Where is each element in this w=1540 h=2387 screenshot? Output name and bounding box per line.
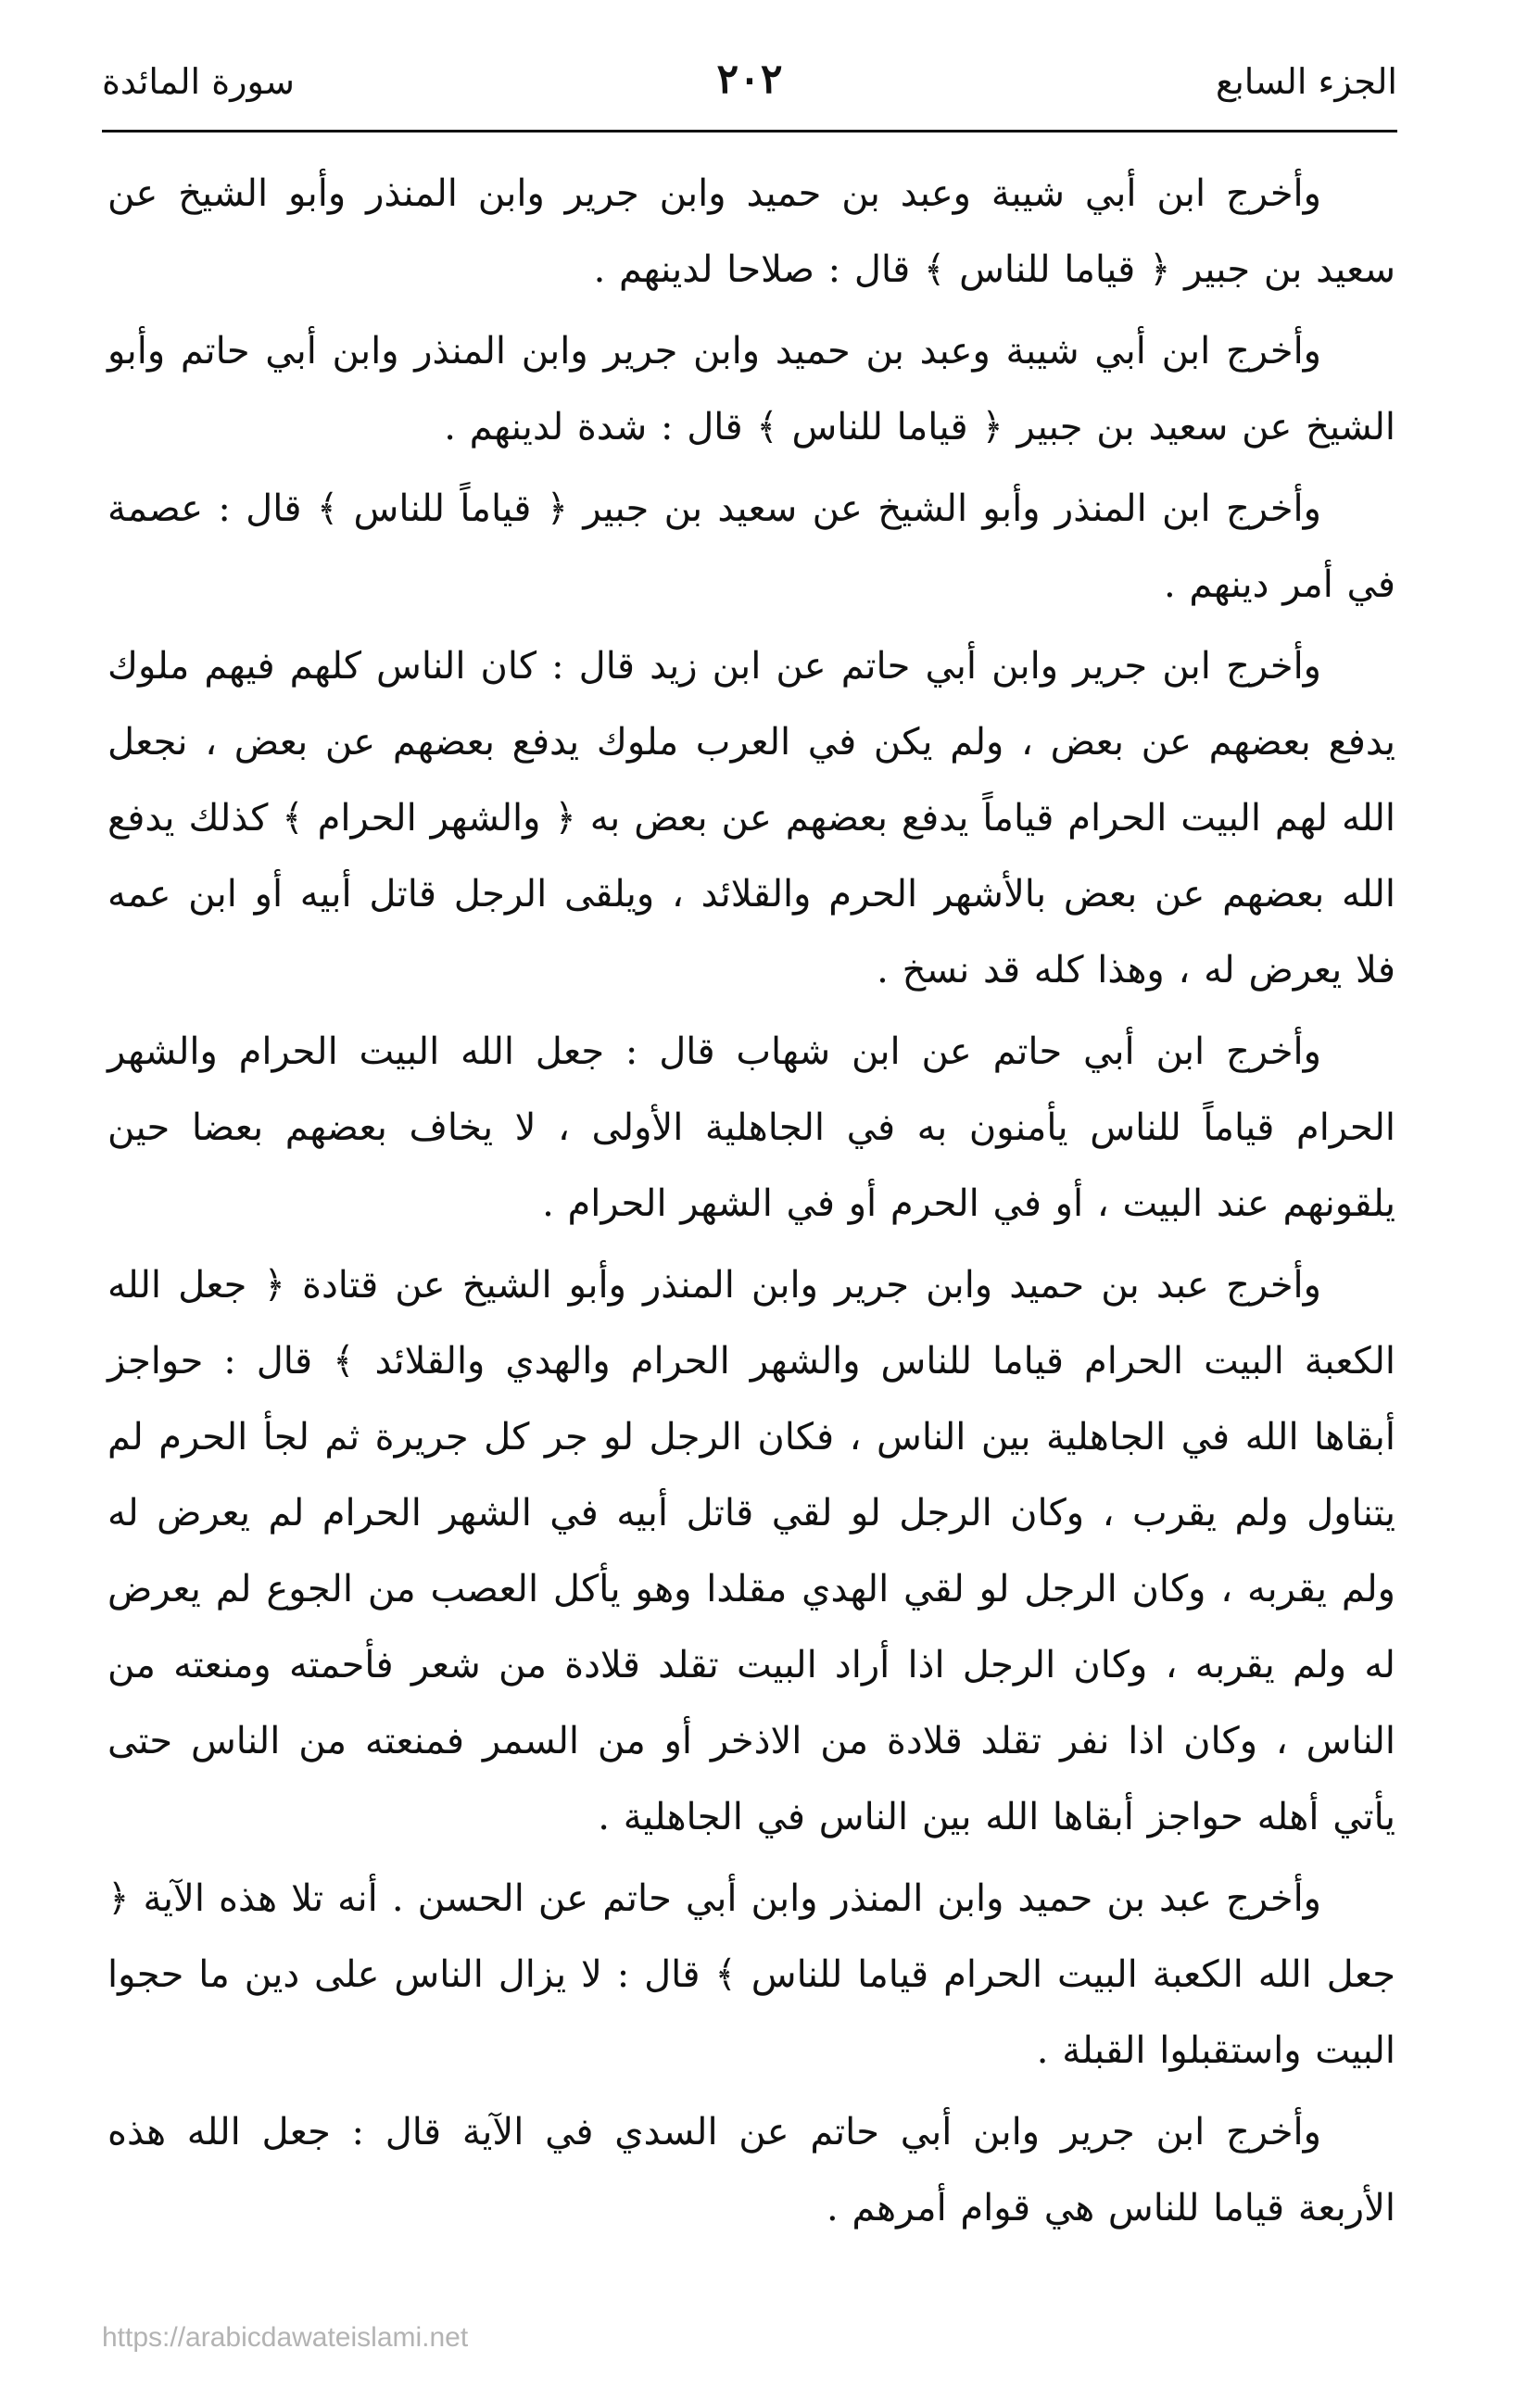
- paragraph: وأخرج ابن جرير وابن أبي حاتم عن ابن زيد قال : كان الناس كلهم فيهم ملوك يدفع بعضهم عن بعض ، ولم يكن في العرب ملوك يدفع بعضهم عن بعض ، نجعل الله لهم البيت الحرام قياماً يدفع بعضهم عن بعض به ﴿ والشهر الحرام ﴾ كذلك يدفع الله بعضهم عن بعض بالأشهر الحرم والقلائد ، ويلقى الرجل قاتل أبيه أو ابن عمه فلا يعرض له ، وهذا كله قد نسخ .: [107, 645, 1395, 991]
- page-body: [107, 156, 1395, 2252]
- paragraph: وأخرج ابن أبي شيبة وعبد بن حميد وابن جرير وابن المنذر وابن أبي حاتم وأبو الشيخ عن سعيد بن جبير ﴿ قياما للناس ﴾ قال : شدة لدينهم .: [107, 330, 1395, 448]
- page-header: [102, 46, 1397, 130]
- surah-title: سورة المائدة: [102, 61, 295, 102]
- page-number: ٢٠٢: [716, 56, 783, 103]
- paragraph: وأخرج عبد بن حميد وابن جرير وابن المنذر وأبو الشيخ عن قتادة ﴿ جعل الله الكعبة البيت الحرام قياما للناس والشهر الحرام والهدي والقلائد ﴾ قال : حواجز أبقاها الله في الجاهلية بين الناس ، فكان الرجل لو جر كل جريرة ثم لجأ الحرم لم يتناول ولم يقرب ، وكان الرجل لو لقي قاتل أبيه في الشهر الحرام لم يعرض له ولم يقربه ، وكان الرجل لو لقي الهدي مقلدا وهو يأكل العصب من الجوع لم يعرض له ولم يقربه ، وكان الرجل اذا أراد البيت تقلد قلادة من شعر فأحمته ومنعته من الناس ، وكان اذا نفر تقلد قلادة من الاذخر أو من السمر فمنعته من الناس حتى يأتي أهله حواجز أبقاها الله بين الناس في الجاهلية .: [107, 1264, 1395, 1838]
- paragraph: وأخرج ابن أبي حاتم عن ابن شهاب قال : جعل الله البيت الحرام والشهر الحرام قياماً للناس يأمنون به في الجاهلية الأولى ، لا يخاف بعضهم بعضا حين يلقونهم عند البيت ، أو في الحرم أو في الشهر الحرام .: [107, 1030, 1395, 1225]
- header-divider: [102, 130, 1397, 133]
- paragraph: وأخرج ابن جرير وابن أبي حاتم عن السدي في الآية قال : جعل الله هذه الأربعة قياما للناس هي قوام أمرهم .: [107, 2111, 1395, 2229]
- part-title: الجزء السابع: [1216, 61, 1397, 102]
- paragraph: وأخرج عبد بن حميد وابن المنذر وابن أبي حاتم عن الحسن . أنه تلا هذه الآية ﴿ جعل الله الكعبة البيت الحرام قياما للناس ﴾ قال : لا يزال الناس على دين ما حجوا البيت واستقبلوا القبلة .: [107, 1877, 1395, 2072]
- paragraph: وأخرج ابن المنذر وأبو الشيخ عن سعيد بن جبير ﴿ قياماً للناس ﴾ قال : عصمة في أمر دينهم .: [107, 487, 1395, 606]
- watermark-url: https://arabicdawateislami.net: [102, 2322, 469, 2353]
- paragraph: وأخرج ابن أبي شيبة وعبد بن حميد وابن جرير وابن المنذر وأبو الشيخ عن سعيد بن جبير ﴿ قياما للناس ﴾ قال : صلاحا لدينهم .: [107, 172, 1395, 291]
